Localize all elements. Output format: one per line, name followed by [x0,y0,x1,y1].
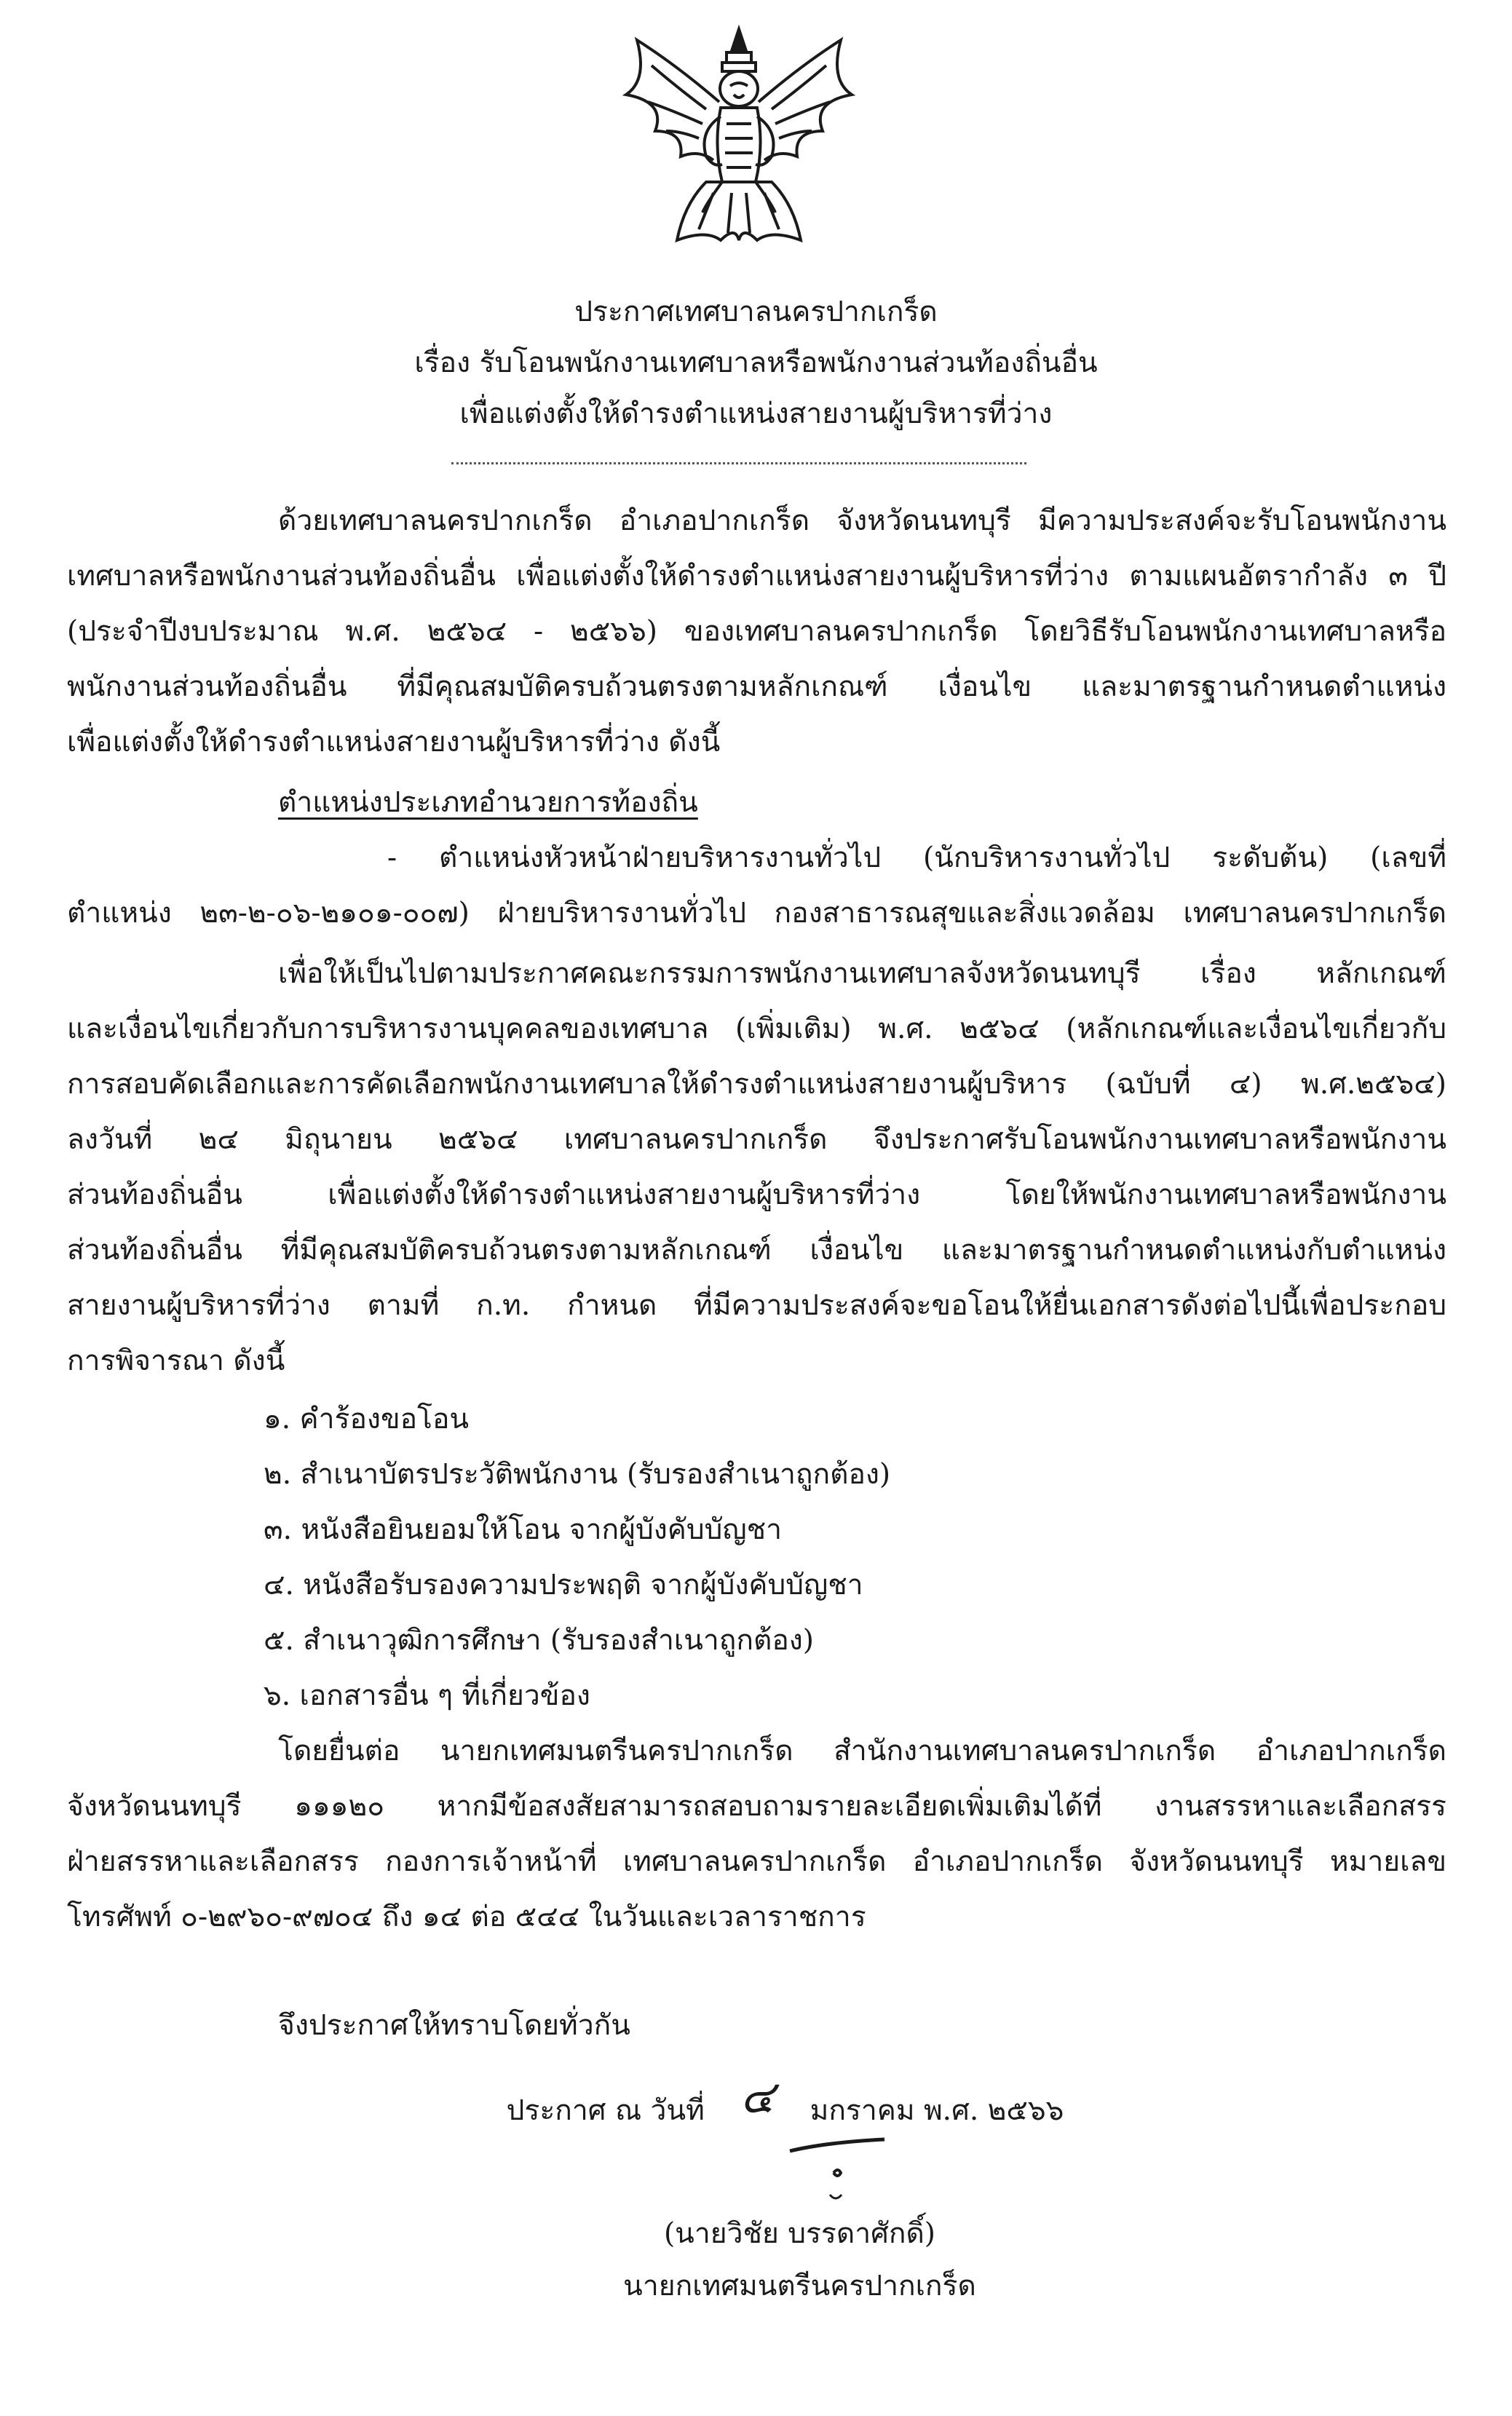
list-item: ๑. คำร้องขอโอน [264,1403,470,1435]
garuda-emblem-icon [597,22,881,262]
criteria-line: การสอบคัดเลือกและการคัดเลือกพนักงานเทศบาลให้ดำรงตำแหน่งสายงานผู้บริหาร (ฉบับที่ ๔) พ.ศ.๒๕๖๔) [67,1068,1446,1101]
submission-line: โดยยื่นต่อ นายกเทศมนตรีนครปากเกร็ด สำนักงานเทศบาลนครปากเกร็ด อำเภอปากเกร็ด [278,1735,1446,1767]
intro-line: เพื่อแต่งตั้งให้ดำรงตำแหน่งสายงานผู้บริหารที่ว่าง ดังนี้ [67,726,721,759]
criteria-line: ลงวันที่ ๒๔ มิถุนายน ๒๕๖๔ เทศบาลนครปากเกร็ด จึงประกาศรับโอนพนักงานเทศบาลหรือพนักงาน [67,1123,1446,1156]
criteria-line: และเงื่อนไขเกี่ยวกับการบริหารงานบุคคลของเทศบาล (เพิ่มเติม) พ.ศ. ๒๕๖๔ (หลักเกณฑ์และเงื่อนไขเกี่ยวกับ [67,1013,1446,1045]
intro-line: เทศบาลหรือพนักงานส่วนท้องถิ่นอื่น เพื่อแต่งตั้งให้ดำรงตำแหน่งสายงานผู้บริหารที่ว่าง ตามแผนอัตรากำลัง ๓ ปี [67,560,1446,593]
criteria-line: สายงานผู้บริหารที่ว่าง ตามที่ ก.ท. กำหนด ที่มีความประสงค์จะขอโอนให้ยื่นเอกสารดังต่อไปนี้เพื่อประกอบ [67,1289,1446,1322]
criteria-line: ส่วนท้องถิ่นอื่น เพื่อแต่งตั้งให้ดำรงตำแหน่งสายงานผู้บริหารที่ว่าง โดยให้พนักงานเทศบาลหรือพนักงาน [67,1179,1446,1211]
intro-line: (ประจำปีงบประมาณ พ.ศ. ๒๕๖๔ - ๒๕๖๖) ของเทศบาลนครปากเกร็ด โดยวิธีรับโอนพนักงานเทศบาลหรือ [67,615,1446,648]
closing-statement [67,1998,1446,2053]
position-line: ตำแหน่ง ๒๓-๒-๐๖-๒๑๐๑-๐๐๗) ฝ่ายบริหารงานทั่วไป กองสาธารณสุขและสิ่งแวดล้อม เทศบาลนครปากเกร็ด [67,897,1446,930]
closing-text: จึงประกาศให้ทราบโดยทั่วกัน [278,2009,630,2042]
criteria-line: ส่วนท้องถิ่นอื่น ที่มีคุณสมบัติครบถ้วนตรงตามหลักเกณฑ์ เงื่อนไข และมาตรฐานกำหนดตำแหน่งกับตำแหน่ง [67,1234,1446,1267]
submission-line: จังหวัดนนทบุรี ๑๑๑๒๐ หากมีข้อสงสัยสามารถสอบถามรายละเอียดเพิ่มเติมได้ที่ งานสรรหาและเลือกสรร [67,1790,1446,1823]
announcement-title: ประกาศเทศบาลนครปากเกร็ด [574,296,938,328]
criteria-line: เพื่อให้เป็นไปตามประกาศคณะกรรมการพนักงานเทศบาลจังหวัดนนทบุรี เรื่อง หลักเกณฑ์ [278,957,1446,990]
intro-paragraph [67,494,1446,770]
documents-list [67,1392,1446,1724]
date-prefix: ประกาศ ณ วันที่ [506,2094,705,2127]
submission-paragraph [67,1724,1446,1945]
submission-line: โทรศัพท์ ๐-๒๙๖๐-๙๗๐๔ ถึง ๑๔ ต่อ ๕๔๔ ในวันและเวลาราชการ [67,1901,866,1933]
date-day: ๔ [740,2070,775,2123]
list-item: ๔. หนังสือรับรองความประพฤติ จากผู้บังคับบัญชา [264,1569,863,1601]
position-section [67,775,1446,941]
list-item: ๓. หนังสือยินยอมให้โอน จากผู้บังคับบัญชา [264,1513,782,1546]
signer-title: นายกเทศมนตรีนครปากเกร็ด [623,2270,976,2302]
criteria-line: การพิจารณา ดังนี้ [67,1344,285,1377]
signer-name: (นายวิชัย บรรดาศักดิ์) [663,2217,936,2250]
announcement-subject: เรื่อง รับโอนพนักงานเทศบาลหรือพนักงานส่วนท้องถิ่นอื่น [414,346,1098,379]
intro-line: ด้วยเทศบาลนครปากเกร็ด อำเภอปากเกร็ด จังหวัดนนทบุรี มีความประสงค์จะรับโอนพนักงาน [278,504,1446,537]
announcement-subject-cont: เพื่อแต่งตั้งให้ดำรงตำแหน่งสายงานผู้บริหารที่ว่าง [459,397,1053,430]
intro-line: พนักงานส่วนท้องถิ่นอื่น ที่มีคุณสมบัติครบถ้วนตรงตามหลักเกณฑ์ เงื่อนไข และมาตรฐานกำหนดตำแหน่ง [67,670,1446,703]
date-line [0,2070,1512,2132]
date-month-year: มกราคม พ.ศ. ๒๕๖๖ [810,2094,1064,2127]
list-item: ๒. สำเนาบัตรประวัติพนักงาน (รับรองสำเนาถูกต้อง) [264,1458,891,1491]
position-line: - ตำแหน่งหัวหน้าฝ่ายบริหารงานทั่วไป (นักบริหารงานทั่วไป ระดับต้น) (เลขที่ [387,841,1446,874]
submission-line: ฝ่ายสรรหาและเลือกสรร กองการเจ้าหน้าที่ เทศบาลนครปากเกร็ด อำเภอปากเกร็ด จังหวัดนนทบุรี หมายเลข [67,1845,1446,1878]
list-item: ๖. เอกสารอื่น ๆ ที่เกี่ยวข้อง [264,1679,590,1712]
position-heading: ตำแหน่งประเภทอำนวยการท้องถิ่น [278,786,698,819]
criteria-paragraph [67,946,1446,1389]
list-item: ๕. สำเนาวุฒิการศึกษา (รับรองสำเนาถูกต้อง) [264,1624,815,1657]
header-separator [451,462,1026,464]
